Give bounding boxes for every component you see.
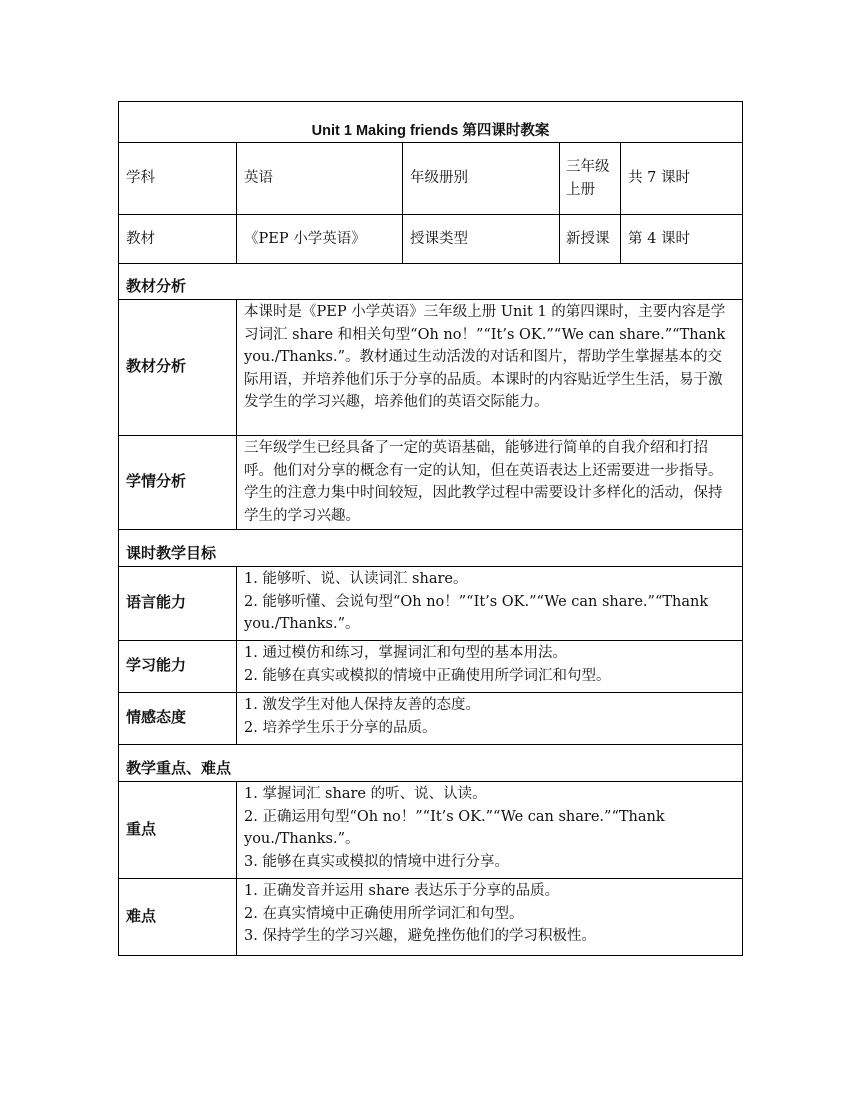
list-item: 2. 能够听懂、会说句型“Oh no！”“It’s OK.”“We can share.”“Thank you./Thanks.”。 [244,593,709,632]
attitude-items [237,693,743,745]
material-analysis-row [119,300,743,436]
learning-items [237,641,743,693]
textbook-value: 《PEP 小学英语》 [237,215,403,264]
student-analysis-label: 学情分析 [119,436,237,530]
learning-row [119,641,743,693]
section-keys [119,745,743,782]
lesson-number: 第 4 课时 [621,215,743,264]
section-title-keys: 教学重点、难点 [119,745,743,782]
list-item: 2. 正确运用句型“Oh no！”“It’s OK.”“We can share.”“Thank you./Thanks.”。 [244,808,665,847]
language-label: 语言能力 [119,567,237,641]
list-item: 2. 能够在真实或模拟的情境中正确使用所学词汇和句型。 [244,667,611,684]
list-item: 1. 激发学生对他人保持友善的态度。 [244,697,480,713]
material-analysis-text: 本课时是《PEP 小学英语》三年级上册 Unit 1 的第四课时，主要内容是学习词汇 share 和相关句型“Oh no！”“It’s OK.”“We can share.”“Thank you./Thanks.”。教材通过生动活泼的对话和图片，帮助学生掌握基本的交际用语，并培养他们乐于分享的品质。本课时的内容贴近学生生活，易于激发学生的学习兴趣，培养他们的英语交际能力。 [237,300,743,436]
key-points-row [119,782,743,879]
difficult-points-items [237,879,743,956]
list-item: 3. 保持学生的学习兴趣，避免挫伤他们的学习积极性。 [244,928,596,944]
lesson-type-value: 新授课 [560,215,621,264]
attitude-label: 情感态度 [119,693,237,745]
subject-label: 学科 [119,143,237,215]
material-analysis-label: 教材分析 [119,300,237,436]
list-item: 1. 正确发音并运用 share 表达乐于分享的品质。 [244,883,560,899]
section-title-goals: 课时教学目标 [119,530,743,567]
grade-label: 年级册别 [403,143,560,215]
difficult-points-row [119,879,743,956]
learning-label: 学习能力 [119,641,237,693]
section-analysis [119,264,743,300]
info-row-textbook [119,215,743,264]
subject-value: 英语 [237,143,403,215]
lesson-type-label: 授课类型 [403,215,560,264]
language-items [237,567,743,641]
grade-value: 三年级上册 [560,143,621,215]
page-title: Unit 1 Making friends 第四课时教案 [119,102,743,143]
difficult-points-label: 难点 [119,879,237,956]
textbook-label: 教材 [119,215,237,264]
list-item: 3. 能够在真实或模拟的情境中进行分享。 [244,853,509,870]
section-goals [119,530,743,567]
list-item: 1. 通过模仿和练习，掌握词汇和句型的基本用法。 [244,645,567,661]
list-item: 2. 培养学生乐于分享的品质。 [244,719,437,736]
total-lessons: 共 7 课时 [621,143,743,215]
section-title-analysis: 教材分析 [119,264,743,300]
key-points-label: 重点 [119,782,237,879]
key-points-items [237,782,743,879]
list-item: 1. 掌握词汇 share 的听、说、认读。 [244,786,487,802]
student-analysis-text: 三年级学生已经具备了一定的英语基础，能够进行简单的自我介绍和打招呼。他们对分享的概念有一定的认知，但在英语表达上还需要进一步指导。学生的注意力集中时间较短，因此教学过程中需要设计多样化的活动，保持学生的学习兴趣。 [237,436,743,530]
student-analysis-row [119,436,743,530]
attitude-row [119,693,743,745]
list-item: 1. 能够听、说、认读词汇 share。 [244,571,468,587]
list-item: 2. 在真实情境中正确使用所学词汇和句型。 [244,905,524,922]
info-row-subject [119,143,743,215]
title-row [119,102,743,143]
language-row [119,567,743,641]
lesson-plan-table [118,101,743,956]
